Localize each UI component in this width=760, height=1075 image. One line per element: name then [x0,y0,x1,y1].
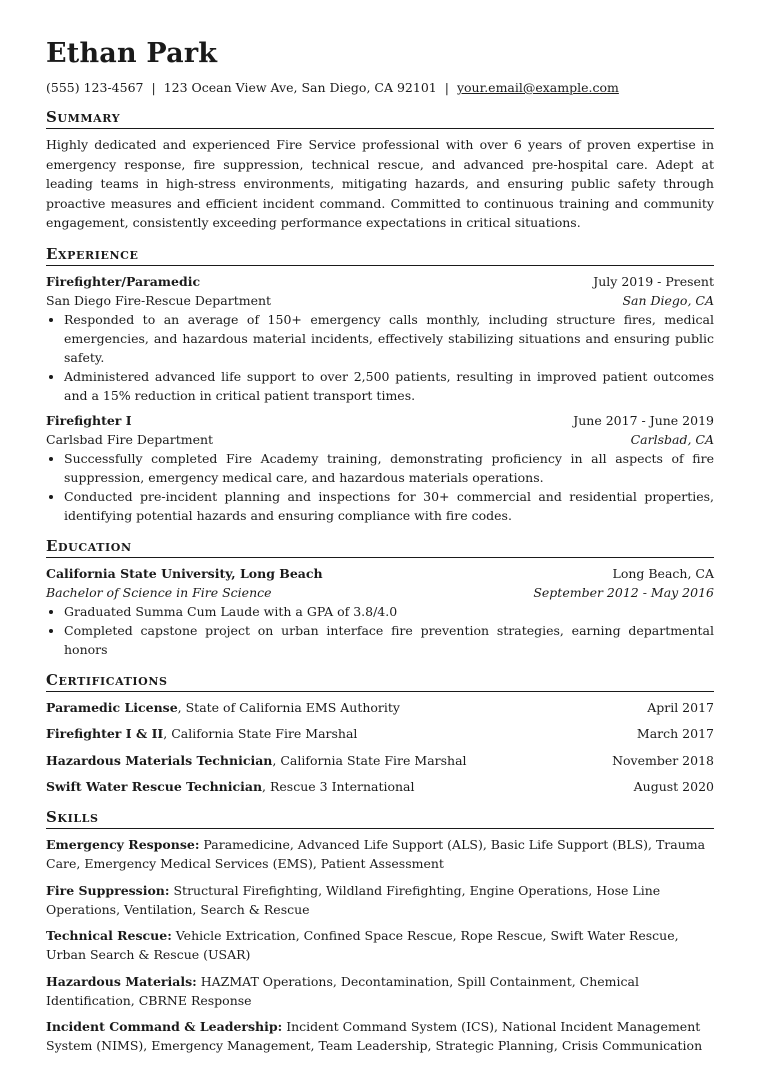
cert-name: Firefighter I & II [46,726,164,741]
job-org-row [46,430,714,449]
skill-entry [46,835,714,873]
degree-row [46,583,714,602]
job-header [46,272,714,291]
job-location: San Diego, CA [622,292,714,308]
skill-entry [46,881,714,919]
skill-text: Paramedicine, Advanced Life Support (ALS), Basic Life Support (BLS), Trauma Care, Emergency Medical Services (EMS), Patient Assessment [46,837,706,871]
job-bullets [46,449,714,525]
cert-name: Swift Water Rescue Technician [46,779,263,794]
list-item: • Conducted pre-incident planning and inspections for 30+ commercial and residential properties, identifying potential hazards and ensuring compliance with fire codes. [64,487,714,525]
job-dates: July 2019 - Present [593,273,714,289]
list-item: • Graduated Summa Cum Laude with a GPA of 3.8/4.0 [64,602,714,621]
job-dates: June 2017 - June 2019 [573,412,714,428]
cert-issuer: , California State Fire Marshal [163,726,358,741]
skill-label: Technical Rescue: [46,928,172,943]
school-name: California State University, Long Beach [46,565,323,581]
candidate-name: Ethan Park [46,38,218,69]
separator: | [444,80,449,95]
job-bullets [46,310,714,405]
certification-row [46,751,714,770]
certification-row [46,724,714,743]
job-role: Firefighter I [46,412,132,428]
cert-issuer: , Rescue 3 International [262,779,415,794]
skill-label: Hazardous Materials: [46,973,197,989]
job-org-row [46,291,714,310]
section-title-experience: Experience [46,245,714,266]
school-location: Long Beach, CA [612,565,714,581]
job-org: Carlsbad Fire Department [46,431,214,447]
contact-line [46,80,714,96]
list-item: • Administered advanced life support to over 2,500 patients, resulting in improved patient outcomes and a 15% reduction in critical patient transport times. [64,367,714,405]
skill-label: Incident Command & Leadership: [46,1019,283,1034]
cert-date: March 2017 [636,726,714,741]
cert-date: August 2020 [633,779,714,794]
cert-name: Hazardous Materials Technician [46,752,273,768]
job-entry [46,411,714,525]
job-org: San Diego Fire-Rescue Department [46,292,272,308]
email-link[interactable]: your.email@example.com [456,80,619,95]
education-header [46,564,714,583]
section-title-education: Education [46,537,714,558]
phone: (555) 123-4567 [46,80,144,95]
skill-entry [46,972,714,1010]
address: 123 Ocean View Ave, San Diego, CA 92101 [163,80,437,95]
list-item: • Completed capstone project on urban interface fire prevention strategies, earning departmental honors [64,621,714,659]
section-title-skills: Skills [46,808,714,829]
cert-date: November 2018 [612,752,714,768]
cert-date: April 2017 [647,699,714,715]
cert-issuer: , State of California EMS Authority [177,699,400,715]
cert-name: Paramedic License [46,699,178,715]
list-item: • Responded to an average of 150+ emergency calls monthly, including structure fires, medical emergencies, and hazardous material incidents, effectively stabilizing situations and ensuring public safety. [64,310,714,367]
skill-entry [46,926,714,964]
separator: | [151,80,156,95]
education-dates: September 2012 - May 2016 [533,584,714,600]
degree: Bachelor of Science in Fire Science [46,584,272,600]
job-location: Carlsbad, CA [630,431,714,447]
skill-text: Structural Firefighting, Wildland Firefighting, Engine Operations, Hose Line Operations, Ventilation, Search & Rescue [46,882,661,917]
skill-text: Incident Command System (ICS), National Incident Management System (NIMS), Emergency Management, Team Leadership, Strategic Planning, Crisis Communication [46,1019,703,1053]
job-header [46,411,714,430]
section-title-summary: Summary [46,108,714,129]
education-bullets [46,602,714,659]
list-item: • Successfully completed Fire Academy training, demonstrating proficiency in all aspects of fire suppression, emergency medical care, and hazardous materials operations. [64,449,714,487]
summary-text: Highly dedicated and experienced Fire Service professional with over 6 years of proven expertise in emergency response, fire suppression, technical rescue, and advanced pre-hospital care. Adept at leading teams in high-stress environments, mitigating hazards, and ensuring public safety through proactive measures and efficient incident command. Committed to continuous training and community engagement, consistently exceeding performance expectations in critical situations. [46,137,714,230]
skill-label: Fire Suppression: [46,882,170,898]
skill-label: Emergency Response: [46,837,200,852]
certification-row [46,698,714,717]
job-entry [46,272,714,405]
certification-row [46,777,714,796]
job-role: Firefighter/Paramedic [46,273,201,289]
cert-issuer: , California State Fire Marshal [272,752,467,768]
skill-entry [46,1017,714,1055]
section-title-certifications: Certifications [46,671,714,692]
skill-text: HAZMAT Operations, Decontamination, Spill Containment, Chemical Identification, CBRNE Response [46,973,639,1008]
skill-text: Vehicle Extrication, Confined Space Rescue, Rope Rescue, Swift Water Rescue, Urban Search & Rescue (USAR) [46,928,679,962]
